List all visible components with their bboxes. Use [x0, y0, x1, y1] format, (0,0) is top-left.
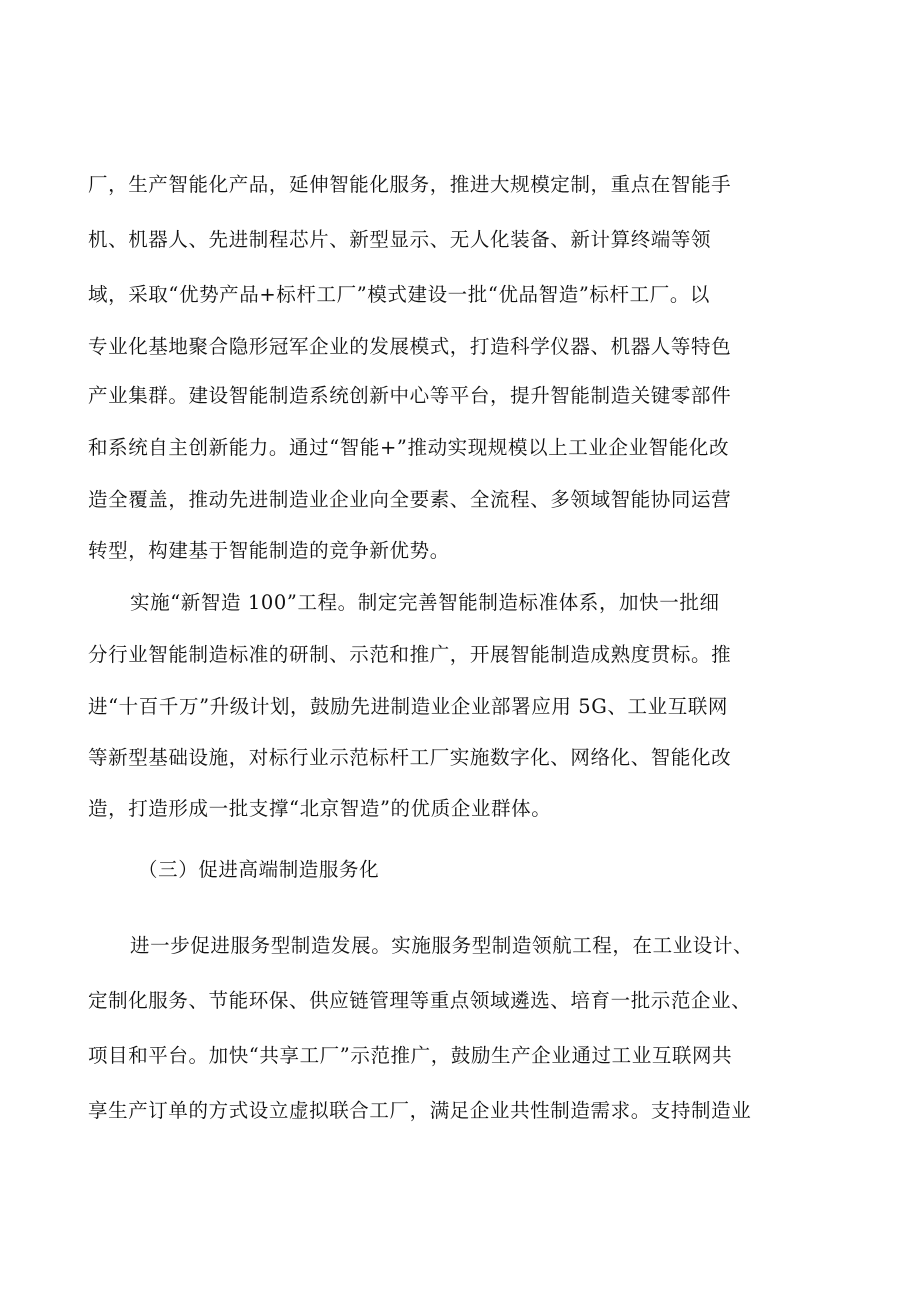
- paragraph-1-line-2: 机、机器人、先进制程芯片、新型显示、无人化装备、新计算终端等领: [88, 228, 712, 251]
- paragraph-1-line-7: 造全覆盖，推动先进制造业企业向全要素、全流程、多领域智能协同运营: [88, 488, 732, 511]
- paragraph-3-line-4: 享生产订单的方式设立虚拟联合工厂，满足企业共性制造需求。支持制造业: [88, 1099, 752, 1122]
- paragraph-2-line-3: 进“十百千万”升级计划，鼓励先进制造业企业部署应用 5G、工业互联网: [88, 695, 729, 718]
- paragraph-2-line-1: 实施“新智造 100”工程。制定完善智能制造标准体系，加快一批细: [130, 591, 720, 614]
- paragraph-1-line-1: 厂，生产智能化产品，延伸智能化服务，推进大规模定制，重点在智能手: [88, 173, 732, 196]
- paragraph-1-line-8: 转型，构建基于智能制造的竞争新优势。: [88, 539, 450, 562]
- paragraph-1-line-5: 产业集群。建设智能制造系统创新中心等平台，提升智能制造关键零部件: [88, 384, 732, 407]
- paragraph-2-line-4: 等新型基础设施，对标行业示范标杆工厂实施数字化、网络化、智能化改: [88, 746, 732, 769]
- section-heading: （三）促进高端制造服务化: [138, 858, 380, 881]
- paragraph-3-line-1: 进一步促进服务型制造发展。实施服务型制造领航工程，在工业设计、: [130, 934, 754, 957]
- paragraph-2-line-2: 分行业智能制造标准的研制、示范和推广，开展智能制造成熟度贯标。推: [88, 643, 732, 666]
- paragraph-2-line-5: 造，打造形成一批支撑“北京智造”的优质企业群体。: [88, 797, 552, 820]
- paragraph-1-line-4: 专业化基地聚合隐形冠军企业的发展模式，打造科学仪器、机器人等特色: [88, 335, 732, 358]
- paragraph-1-line-6: 和系统自主创新能力。通过“智能+”推动实现规模以上工业企业智能化改: [88, 436, 730, 459]
- paragraph-3-line-2: 定制化服务、节能环保、供应链管理等重点领域遴选、培育一批示范企业、: [88, 989, 752, 1012]
- paragraph-1-line-3: 域，采取“优势产品+标杆工厂”模式建设一批“优品智造”标杆工厂。以: [88, 283, 711, 306]
- paragraph-3-line-3: 项目和平台。加快“共享工厂”示范推广，鼓励生产企业通过工业互联网共: [88, 1044, 733, 1067]
